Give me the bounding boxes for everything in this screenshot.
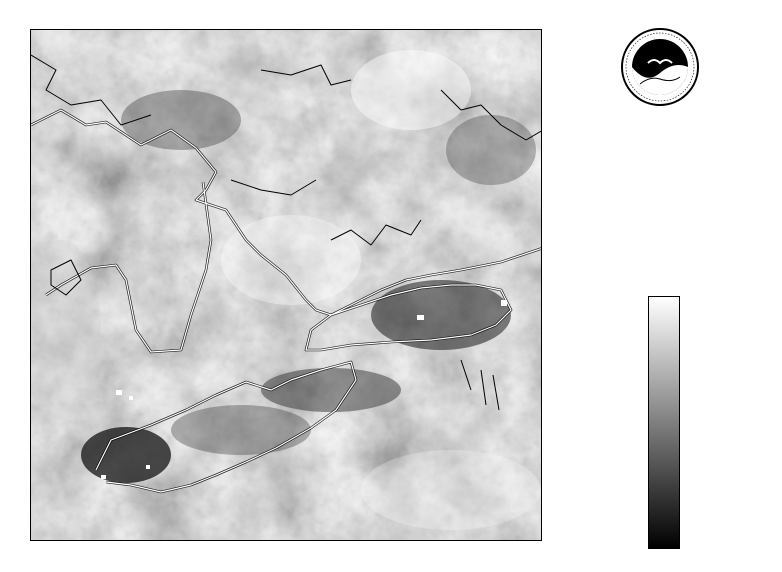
noaa-logo bbox=[620, 27, 700, 107]
reflectance-colorbar bbox=[648, 296, 680, 549]
cloud-imagery bbox=[31, 30, 542, 541]
satellite-image bbox=[30, 29, 542, 541]
title-panel bbox=[560, 108, 782, 112]
